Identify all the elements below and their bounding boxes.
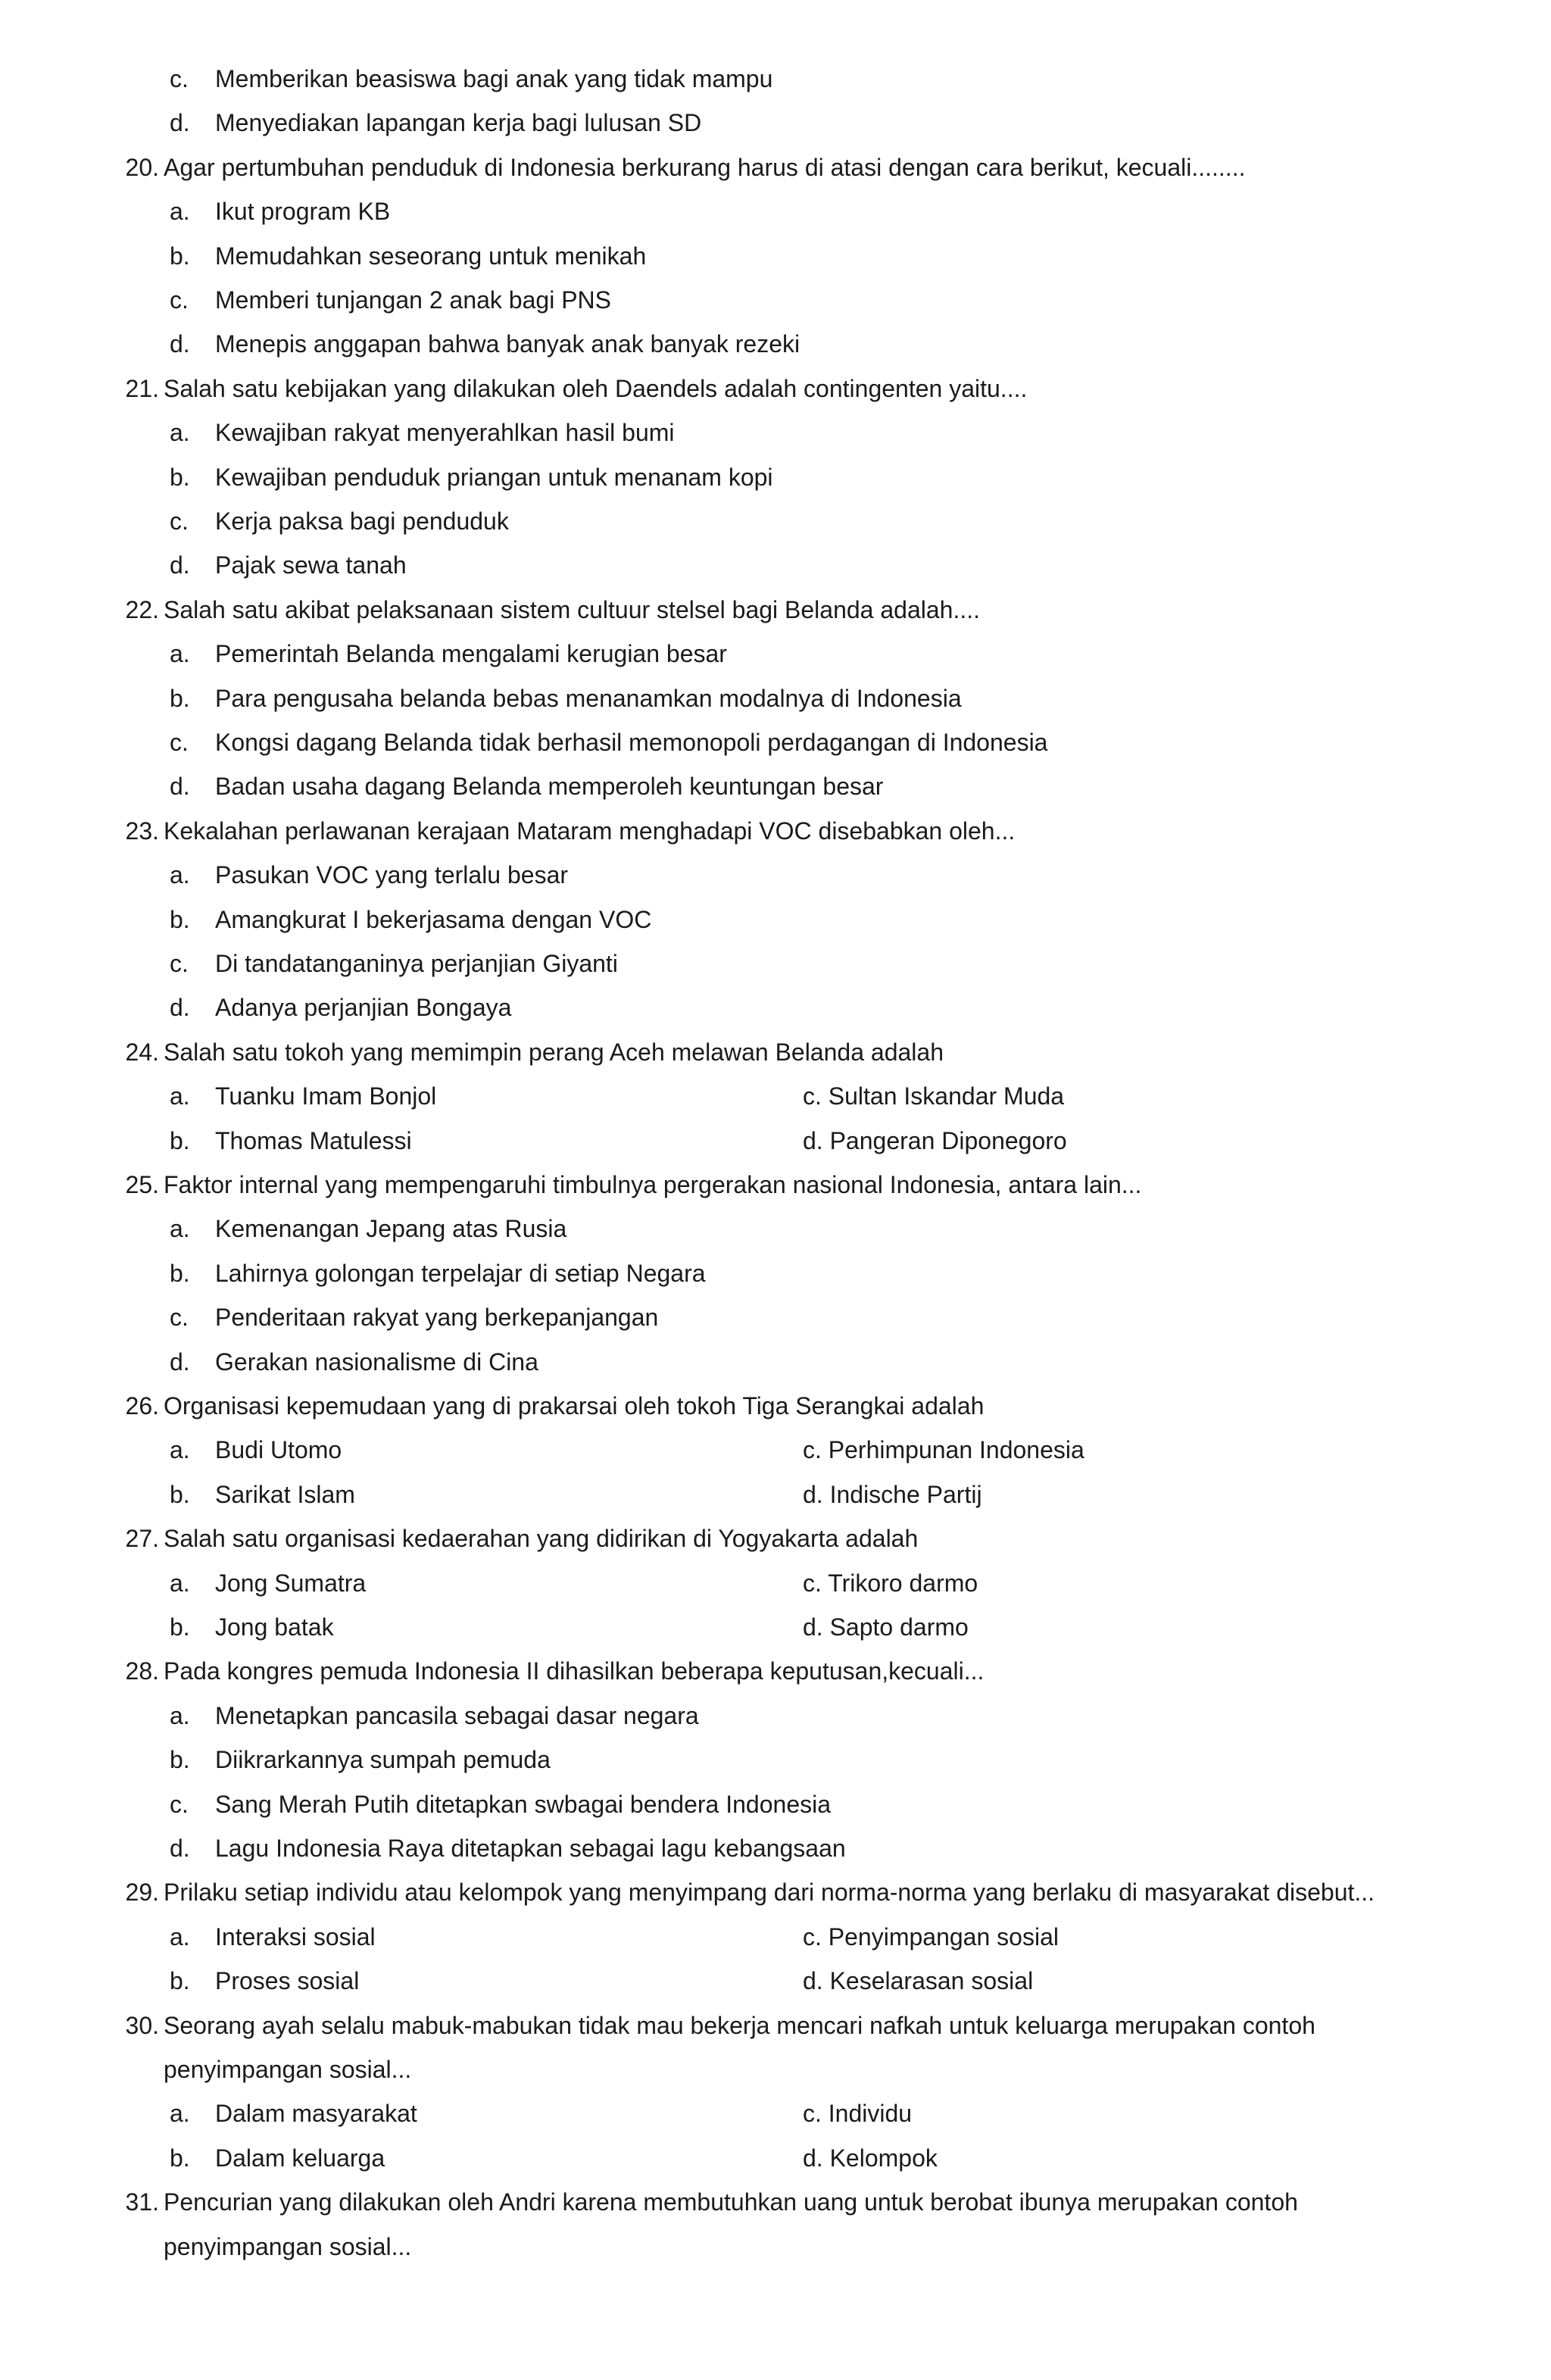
option-letter: a.: [170, 1436, 190, 1463]
option-text: Pemerintah Belanda mengalami kerugian besar: [215, 640, 727, 667]
option-line: [0, 234, 1551, 278]
question-number: 22.: [125, 596, 159, 623]
question-text: Seorang ayah selalu mabuk-mabukan tidak mau bekerja mencari nafkah untuk keluarga merupakan contoh: [164, 2012, 1315, 2039]
option-text: Sang Merah Putih ditetapkan swbagai bendera Indonesia: [215, 1791, 832, 1818]
option-text: Kewajiban penduduk priangan untuk menanam kopi: [215, 464, 773, 491]
option-text-right: d. Sapto darmo: [803, 1613, 969, 1641]
option-text: Memberi tunjangan 2 anak bagi PNS: [215, 286, 611, 314]
option-text-right: c. Penyimpangan sosial: [803, 1923, 1059, 1951]
option-pair-line: [0, 2091, 1551, 2135]
option-text: Menyediakan lapangan kerja bagi lulusan SD: [215, 109, 702, 136]
option-letter: a.: [170, 198, 190, 225]
option-letter: b.: [170, 685, 190, 712]
option-letter: b.: [170, 464, 190, 491]
option-pair-line: [0, 1074, 1551, 1118]
option-letter: d.: [170, 1348, 190, 1376]
option-letter: d.: [170, 330, 190, 358]
question-line: [0, 2004, 1551, 2047]
option-text: Kerja paksa bagi penduduk: [215, 508, 509, 535]
question-number: 29.: [125, 1879, 159, 1906]
option-line: [0, 676, 1551, 720]
option-letter: a.: [170, 419, 190, 446]
option-letter: b.: [170, 1613, 190, 1641]
option-line: [0, 189, 1551, 233]
question-number: 27.: [125, 1525, 159, 1552]
option-letter: a.: [170, 1082, 190, 1110]
option-text-right: c. Individu: [803, 2100, 913, 2127]
question-text: Kekalahan perlawanan kerajaan Mataram menghadapi VOC disebabkan oleh...: [164, 817, 1016, 845]
question-number: 28.: [125, 1657, 159, 1685]
question-text-continuation: penyimpangan sosial...: [164, 2056, 412, 2083]
option-line: [0, 57, 1551, 101]
option-pair-line: [0, 1119, 1551, 1163]
option-line: [0, 1694, 1551, 1738]
option-pair-line: [0, 1473, 1551, 1516]
option-text: Jong batak: [215, 1613, 334, 1641]
question-number: 24.: [125, 1039, 159, 1066]
question-number: 21.: [125, 375, 159, 402]
option-line: [0, 1782, 1551, 1826]
option-letter: b.: [170, 1260, 190, 1287]
option-text-right: d. Kelompok: [803, 2144, 938, 2172]
option-line: [0, 720, 1551, 764]
option-line: [0, 942, 1551, 985]
option-letter: b.: [170, 1967, 190, 1994]
option-line: [0, 632, 1551, 676]
option-line: [0, 898, 1551, 942]
option-text: Kewajiban rakyat menyerahlkan hasil bumi: [215, 419, 675, 446]
option-line: [0, 1251, 1551, 1295]
option-letter: b.: [170, 1127, 190, 1154]
option-letter: c.: [170, 508, 189, 535]
question-line: [0, 145, 1551, 189]
question-number: 30.: [125, 2012, 159, 2039]
option-letter: d.: [170, 994, 190, 1021]
option-text: Tuanku Imam Bonjol: [215, 1082, 437, 1110]
option-line: [0, 278, 1551, 322]
option-letter: c.: [170, 950, 189, 977]
question-text: Pencurian yang dilakukan oleh Andri karena membutuhkan uang untuk berobat ibunya merupakan contoh: [164, 2188, 1298, 2216]
question-number: 26.: [125, 1392, 159, 1420]
option-text: Adanya perjanjian Bongaya: [215, 994, 512, 1021]
option-pair-line: [0, 1959, 1551, 2003]
option-line: [0, 101, 1551, 145]
option-text: Badan usaha dagang Belanda memperoleh keuntungan besar: [215, 773, 884, 800]
option-text-right: c. Sultan Iskandar Muda: [803, 1082, 1065, 1110]
option-text: Ikut program KB: [215, 198, 391, 225]
option-text: Kemenangan Jepang atas Rusia: [215, 1215, 567, 1242]
option-text: Interaksi sosial: [215, 1923, 376, 1951]
option-line: [0, 853, 1551, 897]
option-line: [0, 1738, 1551, 1782]
option-pair-line: [0, 1561, 1551, 1605]
option-text: Thomas Matulessi: [215, 1127, 412, 1154]
question-text: Pada kongres pemuda Indonesia II dihasilkan beberapa keputusan,kecuali...: [164, 1657, 985, 1685]
option-line: [0, 322, 1551, 366]
option-text: Memudahkan seseorang untuk menikah: [215, 242, 647, 270]
option-letter: a.: [170, 1569, 190, 1597]
option-text: Gerakan nasionalisme di Cina: [215, 1348, 538, 1376]
option-text: Dalam keluarga: [215, 2144, 385, 2172]
question-line: [0, 1163, 1551, 1207]
question-number: 31.: [125, 2188, 159, 2216]
question-text: Organisasi kepemudaan yang di prakarsai oleh tokoh Tiga Serangkai adalah: [164, 1392, 985, 1420]
question-text: Faktor internal yang mempengaruhi timbulnya pergerakan nasional Indonesia, antara lain...: [164, 1171, 1142, 1198]
question-continuation-line: [0, 2047, 1551, 2091]
question-text-continuation: penyimpangan sosial...: [164, 2233, 412, 2260]
option-letter: d.: [170, 773, 190, 800]
option-letter: b.: [170, 242, 190, 270]
option-letter: b.: [170, 2144, 190, 2172]
option-line: [0, 411, 1551, 454]
question-line: [0, 1384, 1551, 1428]
option-text-right: d. Indische Partij: [803, 1481, 982, 1508]
option-text: Amangkurat I bekerjasama dengan VOC: [215, 906, 652, 933]
option-text: Pasukan VOC yang terlalu besar: [215, 861, 569, 889]
option-text: Menepis anggapan bahwa banyak anak banyak rezeki: [215, 330, 800, 358]
option-letter: c.: [170, 1791, 189, 1818]
option-text: Penderitaan rakyat yang berkepanjangan: [215, 1304, 659, 1331]
option-letter: c.: [170, 729, 189, 756]
option-text: Memberikan beasiswa bagi anak yang tidak mampu: [215, 65, 773, 92]
option-line: [0, 1207, 1551, 1251]
option-letter: d.: [170, 551, 190, 579]
option-text: Proses sosial: [215, 1967, 360, 1994]
option-text: Lagu Indonesia Raya ditetapkan sebagai lagu kebangsaan: [215, 1835, 846, 1862]
question-line: [0, 1870, 1551, 1914]
option-text: Budi Utomo: [215, 1436, 342, 1463]
question-line: [0, 809, 1551, 853]
option-text: Jong Sumatra: [215, 1569, 367, 1597]
option-text-right: d. Keselarasan sosial: [803, 1967, 1034, 1994]
option-pair-line: [0, 1915, 1551, 1959]
option-text: Kongsi dagang Belanda tidak berhasil memonopoli perdagangan di Indonesia: [215, 729, 1048, 756]
question-number: 25.: [125, 1171, 159, 1198]
option-letter: a.: [170, 1702, 190, 1729]
question-text: Prilaku setiap individu atau kelompok yang menyimpang dari norma-norma yang berlaku di masyarakat disebut...: [164, 1879, 1375, 1906]
option-letter: a.: [170, 2100, 190, 2127]
question-continuation-line: [0, 2225, 1551, 2269]
option-pair-line: [0, 2136, 1551, 2180]
option-letter: c.: [170, 1304, 189, 1331]
option-text: Dalam masyarakat: [215, 2100, 417, 2127]
option-line: [0, 1295, 1551, 1339]
option-text: Pajak sewa tanah: [215, 551, 407, 579]
question-text: Salah satu akibat pelaksanaan sistem cultuur stelsel bagi Belanda adalah....: [164, 596, 981, 623]
option-text-right: d. Pangeran Diponegoro: [803, 1127, 1067, 1154]
option-line: [0, 985, 1551, 1029]
option-text-right: c. Perhimpunan Indonesia: [803, 1436, 1084, 1463]
question-line: [0, 367, 1551, 411]
question-line: [0, 1649, 1551, 1693]
question-line: [0, 588, 1551, 632]
question-text: Salah satu kebijakan yang dilakukan oleh Daendels adalah contingenten yaitu....: [164, 375, 1028, 402]
option-text: Diikrarkannya sumpah pemuda: [215, 1746, 551, 1773]
option-text: Lahirnya golongan terpelajar di setiap Negara: [215, 1260, 706, 1287]
option-text: Para pengusaha belanda bebas menanamkan modalnya di Indonesia: [215, 685, 962, 712]
option-text-right: c. Trikoro darmo: [803, 1569, 978, 1597]
option-letter: a.: [170, 640, 190, 667]
question-text: Agar pertumbuhan penduduk di Indonesia berkurang harus di atasi dengan cara berikut, kecuali........: [164, 154, 1246, 181]
option-letter: d.: [170, 109, 190, 136]
question-line: [0, 1516, 1551, 1560]
option-letter: a.: [170, 861, 190, 889]
option-line: [0, 543, 1551, 587]
option-letter: b.: [170, 1746, 190, 1773]
option-text: Menetapkan pancasila sebagai dasar negara: [215, 1702, 699, 1729]
question-line: [0, 2180, 1551, 2224]
option-letter: d.: [170, 1835, 190, 1862]
option-line: [0, 1826, 1551, 1870]
option-line: [0, 455, 1551, 499]
option-pair-line: [0, 1428, 1551, 1472]
option-text: Sarikat Islam: [215, 1481, 355, 1508]
option-letter: b.: [170, 1481, 190, 1508]
question-number: 23.: [125, 817, 159, 845]
option-line: [0, 499, 1551, 543]
option-pair-line: [0, 1605, 1551, 1649]
option-letter: a.: [170, 1215, 190, 1242]
option-letter: b.: [170, 906, 190, 933]
question-text: Salah satu organisasi kedaerahan yang didirikan di Yogyakarta adalah: [164, 1525, 919, 1552]
option-line: [0, 1340, 1551, 1384]
option-line: [0, 764, 1551, 808]
question-line: [0, 1030, 1551, 1074]
option-letter: a.: [170, 1923, 190, 1951]
option-text: Di tandatanganinya perjanjian Giyanti: [215, 950, 618, 977]
option-letter: c.: [170, 65, 189, 92]
question-number: 20.: [125, 154, 159, 181]
question-text: Salah satu tokoh yang memimpin perang Aceh melawan Belanda adalah: [164, 1039, 944, 1066]
option-letter: c.: [170, 286, 189, 314]
